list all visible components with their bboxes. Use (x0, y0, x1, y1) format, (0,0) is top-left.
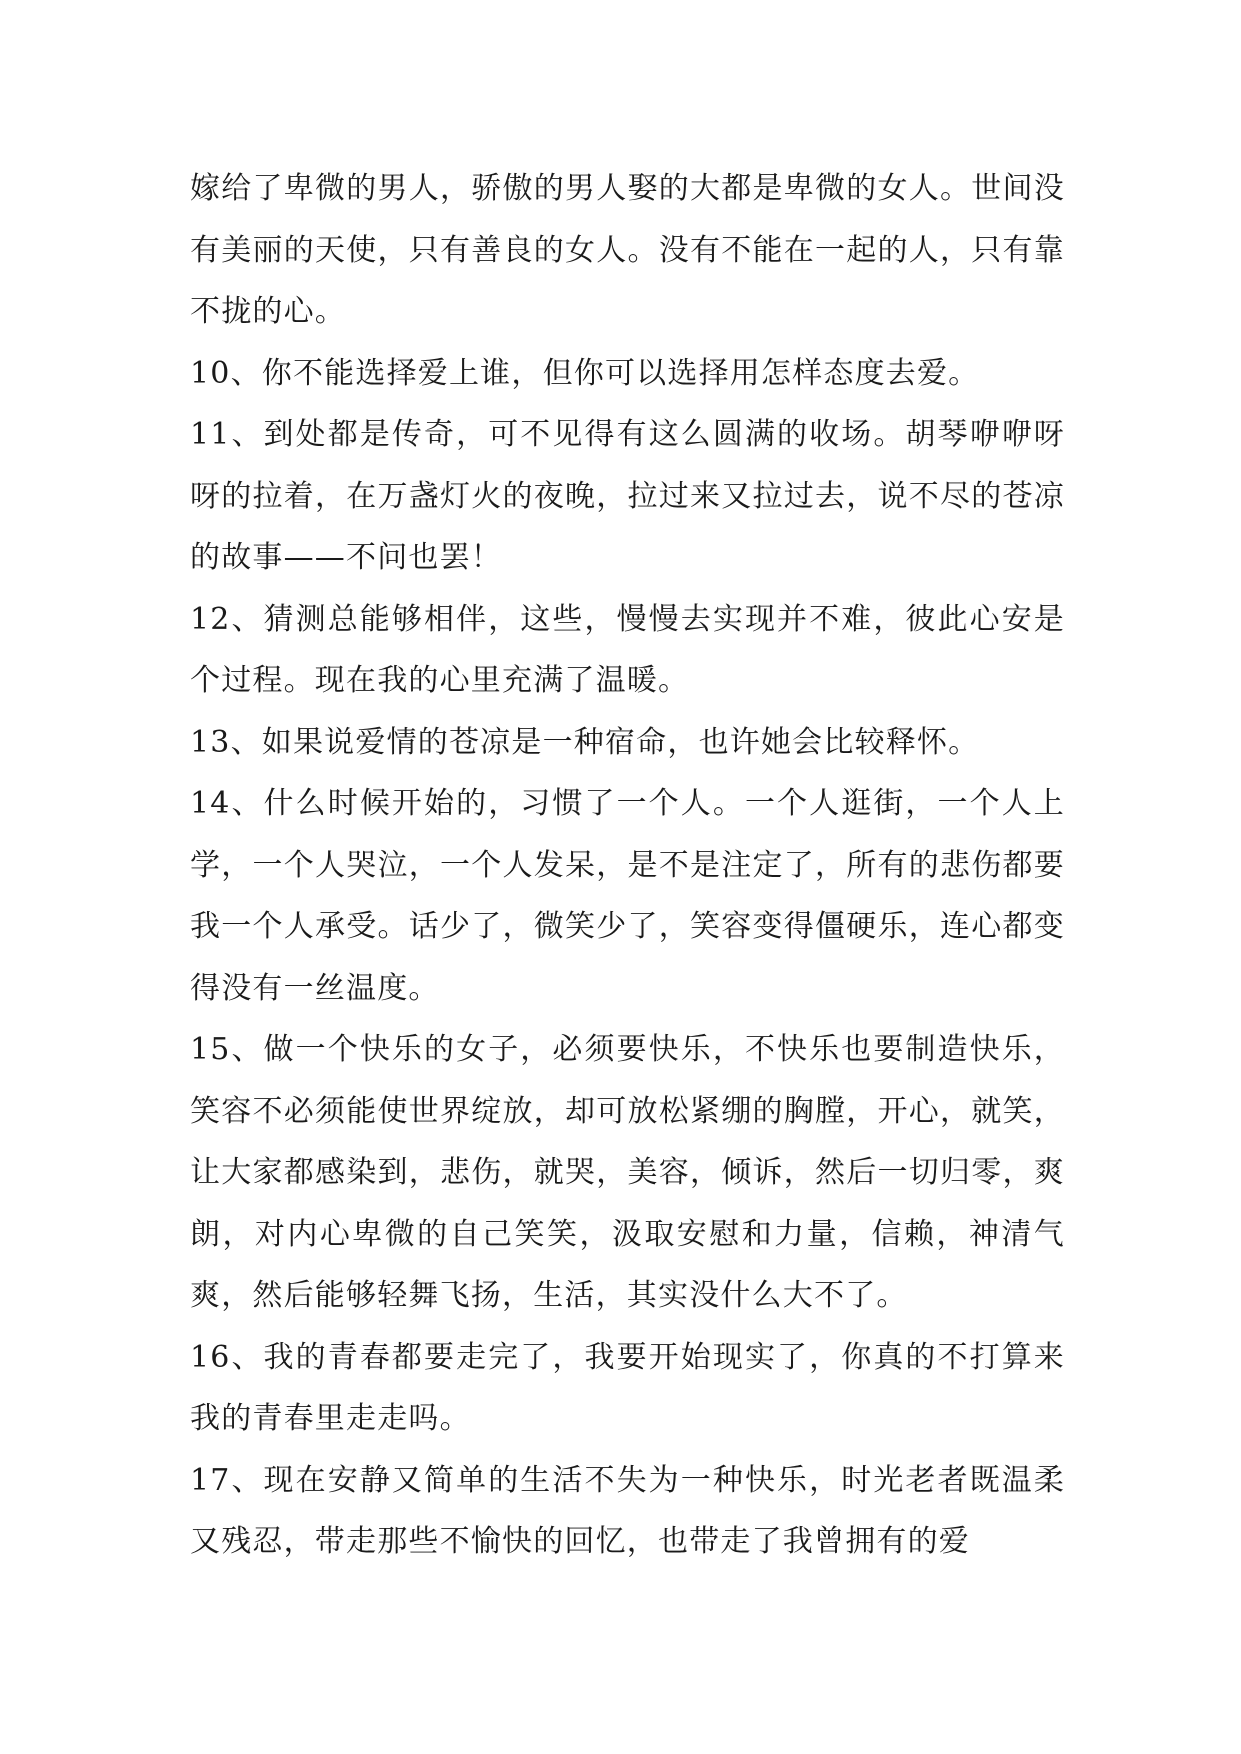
paragraph-item-13: 13、如果说爱情的苍凉是一种宿命，也许她会比较释怀。 (190, 724, 980, 760)
paragraph-item-12: 12、猜测总能够相伴，这些，慢慢去实现并不难，彼此心安是个过程。现在我的心里充满了温暖。 (190, 601, 1065, 698)
document-body (190, 158, 1065, 1573)
paragraph-item-17: 17、现在安静又简单的生活不失为一种快乐，时光老者既温柔又残忍，带走那些不愉快的回忆，也带走了我曾拥有的爱 (190, 1462, 1065, 1559)
paragraph-item-16: 16、我的青春都要走完了，我要开始现实了，你真的不打算来我的青春里走走吗。 (190, 1339, 1065, 1436)
paragraph-item-10: 10、你不能选择爱上谁，但你可以选择用怎样态度去爱。 (190, 355, 980, 391)
paragraph-item-15: 15、做一个快乐的女子，必须要快乐，不快乐也要制造快乐，笑容不必须能使世界绽放，却可放松紧绷的胸膛，开心，就笑，让大家都感染到，悲伤，就哭，美容，倾诉，然后一切归零，爽朗，对内心卑微的自己笑笑，汲取安慰和力量，信赖，神清气爽，然后能够轻舞飞扬，生活，其实没什么大不了。 (190, 1032, 1065, 1313)
paragraph-item-11: 11、到处都是传奇，可不见得有这么圆满的收场。胡琴咿咿呀呀的拉着，在万盏灯火的夜晚，拉过来又拉过去，说不尽的苍凉的故事——不问也罢！ (190, 417, 1065, 575)
paragraph-item-14: 14、什么时候开始的，习惯了一个人。一个人逛街，一个人上学，一个人哭泣，一个人发呆，是不是注定了，所有的悲伤都要我一个人承受。话少了，微笑少了，笑容变得僵硬乐，连心都变得没有一丝温度。 (190, 786, 1065, 1006)
paragraph-continuation: 嫁给了卑微的男人，骄傲的男人娶的大都是卑微的女人。世间没有美丽的天使，只有善良的女人。没有不能在一起的人，只有靠不拢的心。 (190, 171, 1065, 329)
